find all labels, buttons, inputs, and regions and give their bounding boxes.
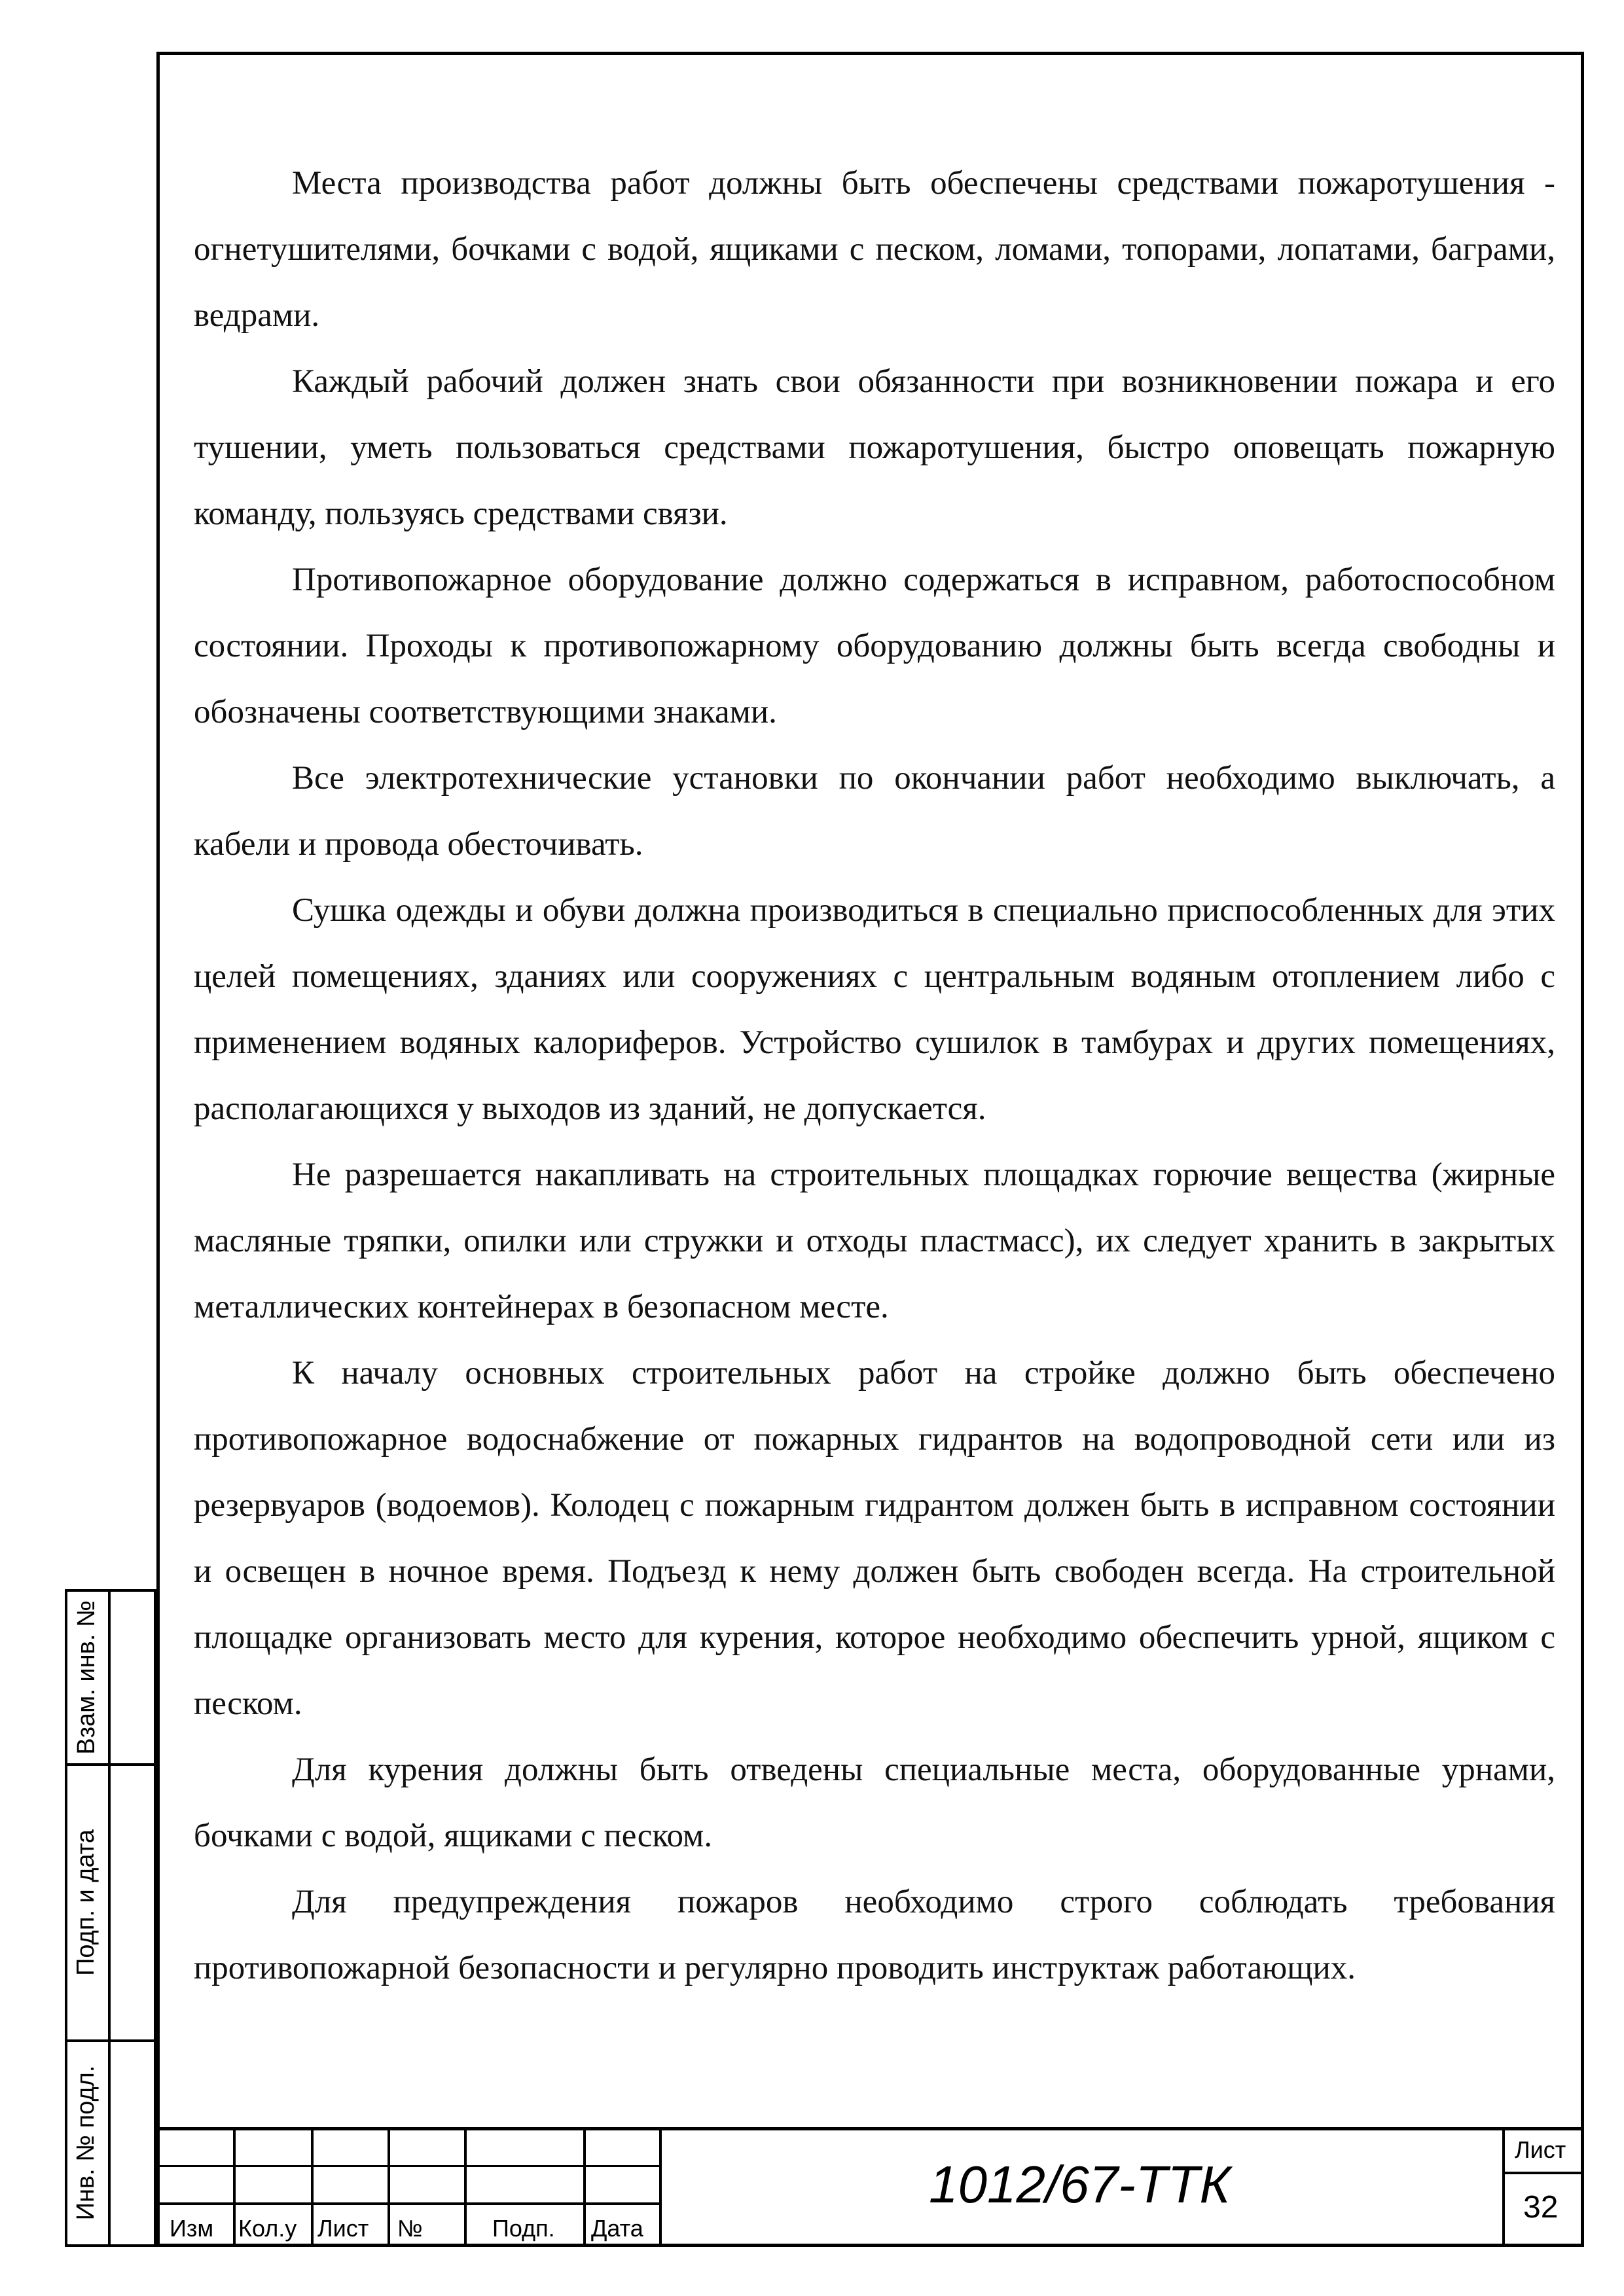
document-code: 1012/67-ТТК bbox=[929, 2155, 1231, 2214]
stamp-col-line bbox=[464, 2127, 467, 2247]
label-vzam-inv: Взам. инв. № bbox=[73, 1600, 100, 1755]
caption-podp: Подп. bbox=[492, 2215, 555, 2242]
paragraph: Не разрешается накапливать на строительных площадках горючие вещества (жирные масляные тряпки, опилки или стружки и отходы пластмасс), их следует хранить в закрытых металлических контейнерах в безопасном месте. bbox=[194, 1157, 1555, 1325]
stamp-top-line bbox=[156, 2127, 1584, 2130]
caption-data: Дата bbox=[591, 2215, 643, 2242]
label-podp-data: Подп. и дата bbox=[72, 1829, 99, 1976]
stamp-col-line bbox=[388, 2127, 390, 2247]
sheet-label: Лист bbox=[1515, 2136, 1566, 2163]
paragraph: Места производства работ должны быть обеспечены средствами пожаротушения - огнетушителями, бочками с водой, ящиками с песком, ломами, топорами, лопатами, баграми, ведрами. bbox=[194, 165, 1555, 334]
paragraph: Противопожарное оборудование должно содержаться в исправном, работоспособном состоянии. Проходы к противопожарному оборудованию должны быть всегда свободны и обозначены соответствующими знаками. bbox=[194, 562, 1555, 730]
paragraph: Сушка одежды и обуви должна производиться в специально приспособленных для этих целей помещениях, зданиях или сооружениях с центральным водяным отоплением либо с применением водяных калориферов. Устройство сушилок в тамбурах и других помещениях, располагающихся у выходов из зданий, не допускается. bbox=[194, 892, 1555, 1127]
paragraph: Для предупреждения пожаров необходимо строго соблюдать требования противопожарной безопасности и регулярно проводить инструктаж работающих. bbox=[194, 1884, 1555, 1986]
side-stamp-divider bbox=[108, 1589, 111, 2247]
caption-izm: Изм bbox=[170, 2215, 214, 2242]
document-body bbox=[194, 151, 1555, 2001]
label-inv-podl: Инв. № подл. bbox=[72, 2065, 99, 2221]
caption-kol: Кол.у bbox=[238, 2215, 297, 2242]
sheet-number: 32 bbox=[1523, 2190, 1559, 2225]
paragraph: Каждый рабочий должен знать свои обязанности при возникновении пожара и его тушении, уметь пользоваться средствами пожаротушения, быстро оповещать пожарную команду, пользуясь средствами связи. bbox=[194, 363, 1555, 532]
stamp-col-line bbox=[659, 2127, 662, 2247]
stamp-sheet-line bbox=[1502, 2172, 1584, 2174]
caption-num: № bbox=[397, 2215, 423, 2242]
paragraph: К началу основных строительных работ на стройке должно быть обеспечено противопожарное водоснабжение от пожарных гидрантов на водопроводной сети или из резервуаров (водоемов). Колодец с пожарным гидрантом должен быть в исправном состоянии и освещен в ночное время. Подъезд к нему должен быть свободен всегда. На строительной площадке организовать место для курения, которое необходимо обеспечить урной, ящиком с песком. bbox=[194, 1355, 1555, 1722]
paragraph: Для курения должны быть отведены специальные места, оборудованные урнами, бочками с водой, ящиками с песком. bbox=[194, 1751, 1555, 1854]
stamp-col-line bbox=[233, 2127, 236, 2247]
stamp-col-line bbox=[583, 2127, 586, 2247]
stamp-col-line bbox=[1502, 2127, 1505, 2247]
title-block bbox=[156, 2127, 1584, 2247]
paragraph: Все электротехнические установки по окончании работ необходимо выключать, а кабели и провода обесточивать. bbox=[194, 760, 1555, 863]
caption-list: Лист bbox=[317, 2215, 369, 2242]
stamp-col-line bbox=[311, 2127, 314, 2247]
